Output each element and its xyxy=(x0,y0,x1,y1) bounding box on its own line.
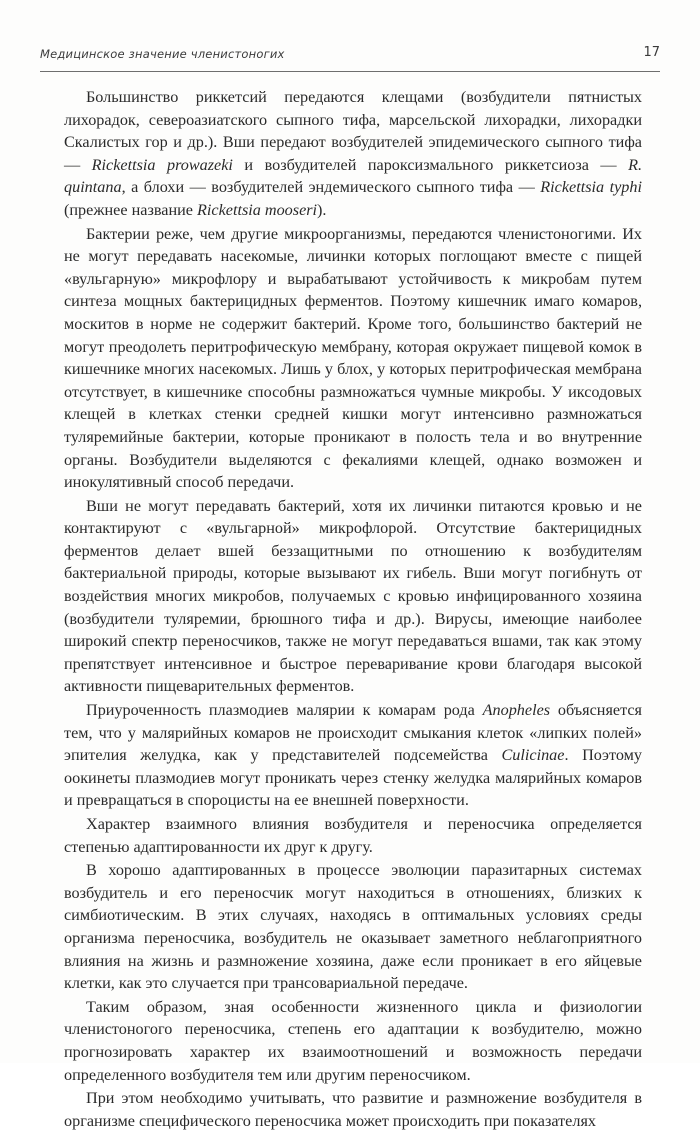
text-run: (прежнее название xyxy=(64,200,198,219)
text-run: . Поэтому оокинеты плазмодиев могут проникать через стенку желудка малярийных комаров и превращаться в спороцисты на ее внешней поверхности. xyxy=(64,746,642,810)
body-text xyxy=(64,86,642,1132)
text-run: и возбудителей пароксизмального риккетсиоза — xyxy=(232,155,629,174)
paragraph xyxy=(64,699,642,812)
page-number: 17 xyxy=(643,45,660,60)
italic-term: Culicinae xyxy=(501,746,565,765)
text-run: объясняется тем, что у малярийных комаров не происходит смыкания клеток «липких полей» эпителия желудка, как у представителей подсемейства xyxy=(64,701,642,765)
running-title: Медицинское значение членистоногих xyxy=(40,47,285,61)
text-run: При этом необходимо учитывать, что развитие и размножение возбудителя в организме специфического переносчика может происходить при показателях xyxy=(64,1089,642,1130)
italic-term: R. quintana xyxy=(64,155,642,197)
paragraph xyxy=(64,996,642,1086)
paragraph xyxy=(64,1087,642,1132)
italic-term: Rickettsia typhi xyxy=(540,178,642,197)
italic-term: Rickettsia prowazeki xyxy=(91,155,233,174)
running-header xyxy=(40,47,660,72)
paragraph xyxy=(64,86,642,222)
text-run: Приуроченность плазмодиев малярии к комарам рода xyxy=(86,701,483,720)
italic-term: Anopheles xyxy=(482,701,551,720)
paragraph xyxy=(64,495,642,698)
text-run: Характер взаимного влияния возбудителя и переносчика определяется степенью адаптированности их друг к другу. xyxy=(64,815,642,856)
text-run: , а блохи — возбудителей эндемического сыпного тифа — xyxy=(121,178,541,197)
text-run: ). xyxy=(317,200,327,219)
text-run: Таким образом, зная особенности жизненного цикла и физиологии членистоногого переносчика, степень его адаптации к возбудителю, можно прогнозировать характер их взаимоотношений и возможность передачи определенного возбудителя тем или другим переносчиком. xyxy=(64,997,642,1084)
italic-term: Rickettsia mooseri xyxy=(197,200,318,219)
text-run: Большинство риккетсий передаются клещами (возбудители пятнистых лихорадок, североазиатского сыпного тифа, марсельской лихорадки, лихорадки Скалистых гор и др.). Вши передают возбудителей эпидемического сыпного тифа — xyxy=(64,88,642,174)
paragraph xyxy=(64,813,642,858)
paragraph xyxy=(64,859,642,995)
text-run: Бактерии реже, чем другие микроорганизмы, передаются членистоногими. Их не могут передавать насекомые, личинки которых поглощают вместе с пищей «вульгарную» микрофлору и вырабатывают устойчивость к микробам путем синтеза мощных бактерицидных ферментов. Поэтому кишечник имаго комаров, москитов в норме не содержит бактерий. Кроме того, большинство бактерий не могут преодолеть перитрофическую мембрану, которая окружает пищевой комок в кишечнике многих насекомых. Лишь у блох, у которых перитрофическая мембрана отсутствует, в кишечнике способны размножаться чумные микробы. У иксодовых клещей в клетках стенки средней кишки могут интенсивно размножаться туляремийные бактерии, которые проникают в полость тела и во внутренние органы. Возбудители выделяются с фекалиями клещей, однако возможен и инокулятивный способ передачи. xyxy=(64,224,642,492)
paragraph xyxy=(64,223,642,494)
text-run: В хорошо адаптированных в процессе эволюции паразитарных системах возбудитель и его переносчик могут находиться в отношениях, близких к симбиотическим. В этих случаях, находясь в оптимальных условиях среды организма переносчика, возбудитель не оказывает заметного неблагоприятного влияния на жизнь и размножение хозяина, даже если проникает в его яйцевые клетки, как это случается при трансовариальной передаче. xyxy=(64,861,642,993)
text-run: Вши не могут передавать бактерий, хотя их личинки питаются кровью и не контактируют с «вульгарной» микрофлорой. Отсутствие бактерицидных ферментов делает вшей беззащитными по отношению к возбудителям бактериальной природы, которые вызывают их гибель. Вши могут погибнуть от воздействия многих микробов, получаемых с кровью инфицированного хозяина (возбудители туляремии, брюшного тифа и др.). Вирусы, имеющие наиболее широкий спектр переносчиков, также не могут передаваться вшами, так как этому препятствует интенсивное и быстрое переваривание крови благодаря высокой активности пищеварительных ферментов. xyxy=(64,496,642,696)
